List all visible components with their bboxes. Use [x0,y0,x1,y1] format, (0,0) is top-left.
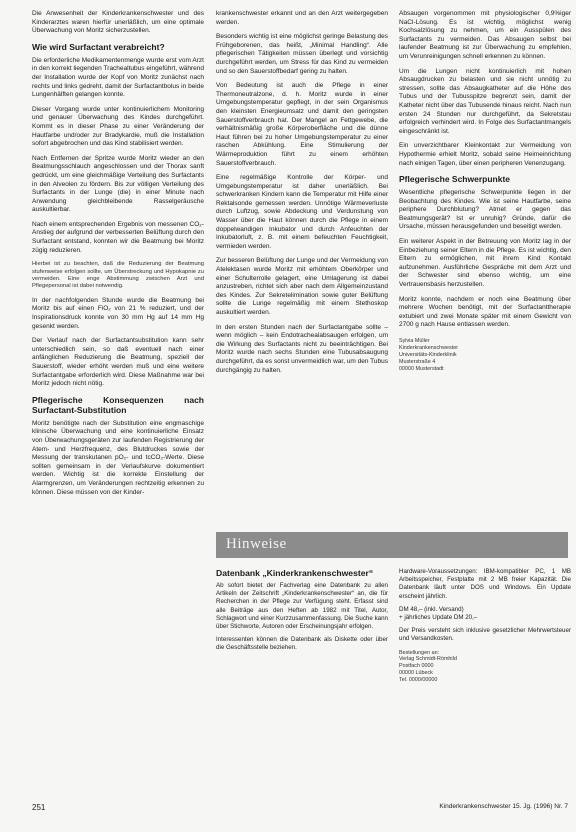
author-address: Sylvia Müller Kinderkrankenschwester Universitäts-Kinderklinik Musterstraße 4 00000 Musterstadt [399,338,459,372]
paragraph: Moritz benötigte nach der Substitution eine engmaschige klinische Überwachung und eine kontinuierliche Einsatz von Überwachungsgeräten zur laufenden Registrierung der Atem- und Herzfrequenz, des Blutdruckes sowie der Messung der transkutanen pO₂- und tcCO₂-Werte. Diese sollten gemeinsam in der Verlaufskurve dokumentiert werden. Wichtig ist die korrekte Einstellung der Alarmgrenzen, um Veränderungen rechtzeitig erkennen zu können. Diese müssen von der Kinder- [32,419,204,496]
paragraph: Hardware-Voraussetzungen: IBM-kompatibler PC, 1 MB Arbeitsspeicher, Festplatte mit 2 MB freier Kapazität. Die Datenbank läuft unter DOS und Windows. Ein Update erscheint jährlich. [399,568,571,600]
paragraph: Wesentliche pflegerische Schwerpunkte liegen in der Beobachtung des Kindes. Wie ist seine Hautfarbe, seine periphere Durchblutung? Atmet er gegen das Beatmungsgerät? Ist er unruhig? Gründe, dafür die Ursache, müssen herausgefunden und beseitigt werden. [399,189,571,231]
paragraph: Ein unverzichtbarer Kleinkontakt zur Vermeidung von Hypothermie erhielt Moritz, sobald seine Heimeinrichtung nach einigen Tagen, über einen peripheren Venenzugang. [399,142,571,167]
paragraph: Zur besseren Belüftung der Lunge und der Vermeidung von Atelektasen wurde Moritz mit erhöhtem Oberkörper und einer Schulterrolle gelagert, eine Umlagerung ist dabei anzustreben, richtet sich aber nach dem Allgemeinzustand des Kindes. Zur Sekretelimination sowie guter Belüftung sollte die Lunge regelmäßig mit einem Stethoskop auskultiert werden. [216,257,388,316]
paragraph: krankenschwester erkannt und an den Arzt weitergegeben werden. [216,10,388,26]
price-info: DM 48,– (inkl. Versand) + jährliches Update DM 20,– [399,605,478,622]
paragraph: Nach Entfernen der Spritze wurde Moritz wieder an den Beatmungsschlauch angeschlossen und der Thorax sanft gedrückt, um eine gleichmäßige Verteilung des Surfactants in den Alveolen zu fördern. Bis zur völligen Verteilung des Surfactants in der Lunge (die) in einer Minute nach Anwendung gleichbleibende Rasselgeräusche auskultierbar. [32,154,204,214]
paragraph: Besonders wichtig ist eine möglichst geringe Belastung des Frühgeborenen, das heißt, „Minimal Handling“. Alle pflegerischen Tätigkeiten müssen überlegt und vorsichtig durchgeführt werden, um Stress für das Kind zu vermeiden und so den Sauerstoffbedarf gering zu halten. [216,33,388,75]
paragraph: Die Anwesenheit der Kinderkrankenschwester und des Kinderarztes waren hierfür unerläßlich, um eine optimale Überwachung von Moritz sicherzustellen. [32,10,204,35]
hinweise-label: Hinweise [226,536,287,552]
paragraph: Der Preis versteht sich inklusive gesetzlicher Mehrwertsteuer und Versandkosten. [399,627,571,643]
paragraph: Interessenten können die Datenbank als Diskette oder über die Geschäftsstelle beziehen. [216,636,388,652]
paragraph: Ein weiterer Aspekt in der Betreuung von Moritz lag in der Einbeziehung seiner Eltern in die Pflege. Es ist wichtig, den Eltern zu ermöglichen, mit ihrem Kind Kontakt aufzunehmen. Ausführliche Gespräche mit dem Arzt und der Schwester sind ebenso wichtig, um eine Vertrauensbasis herzustellen. [399,238,571,289]
order-address: Bestellungen an: Verlag Schmidt-Römhild Postfach 0000 00000 Lübeck Tel. 0000/00000 [399,649,457,683]
notice-title: Datenbank „Kinderkrankenschwester“ [216,568,374,578]
paragraph: Moritz konnte, nachdem er noch eine Beatmung über mehrere Wochen benötigt, mit der Surfactanttherapie extubiert und zwei Monate später mit einem Gewicht von 2700 g nach Hause entlassen werden. [399,295,571,329]
paragraph: Dieser Vorgang wurde unter kontinuierlichem Monitoring und genauer Überwachung des Kindes durchgeführt. Kommt es in dieser Phase zu einer Veränderung der Hautfarbe und/oder zur Bradykardie, muß die Installation sofort abgebrochen und das Kind stabilisiert werden. [32,105,204,148]
section-heading: Pflegerische Konsequenzen nach Surfactant-Substitution [32,394,204,415]
paragraph: Absaugen vorgenommen mit physiologischer 0,9%iger NaCl-Lösung. Es ist wichtig, möglichst wenig Kochsalzlösung zu nehmen, um ein Ausspülen des Surfactants zu vermeiden. Das Absaugen selbst bei laufender Beatmung ist zur Überwachung zu empfehlen, um Verunreinigungen schnell erkennen zu können. [399,10,571,60]
page-number: 251 [32,803,46,812]
paragraph: Der Verlauf nach der Surfactantsubstitution kann sehr unterschiedlich sein, so daß eventuell nach einer anfänglichen Reduzierung die Beatmung, speziell der Sauerstoff, wieder erhöht werden muß und eine weitere Surfactantgabe erforderlich wird. Diese Maßnahme war bei Moritz jedoch nicht nötig. [32,337,204,388]
paragraph: Ab sofort bietet der Fachverlag eine Datenbank zu allen Artikeln der Zeitschrift „Kinderkrankenschwester“ an, die für Recherchen in der Pflege zur Verfügung steht. Erfasst sind alle Beiträge aus den Heften ab 1982 mit Titel, Autor, Schlagwort und einer Kurzzusammenfassung. Die Suche kann über Stichworte, Autoren oder Erscheinungsjahr erfolgen. [216,582,388,631]
paragraph: In den ersten Stunden nach der Surfactantgabe sollte – wenn möglich – kein Endotrachealabsaugen erfolgen, um die Wirkung des Surfactants nicht zu beeinträchtigen. Bei Moritz wurde nach sechs Stunden eine Tubusabsaugung durchgeführt, da es sonst unvermeidlich war, um den Tubus durchgängig zu halten. [216,323,388,374]
paragraph: Eine regelmäßige Kontrolle der Körper- und Umgebungstemperatur ist daher unerläßlich. Bei schwerkranken Kindern kann die Temperatur mit Hilfe einer Rektalsonde gemessen werden. Unnötige Wärmeverluste durch Luftzug, sowie Abdeckung und Verdunstung von Wasser über die Haut können durch die Pflege in einem doppelwandigen Inkubator und durch Anfeuchten der Inkubatorluft, z. B. mit einem befeuchten Feuchtigkeit, vermieden werden. [216,174,388,250]
article-column-1 [32,10,204,503]
paragraph-note: Hierbei ist zu beachten, daß die Reduzierung der Beatmung stufenweise erfolgen sollte, um Überstreckung und Hypokapnie zu vermeiden. Eine enge Abstimmung zwischen Arzt und Pflegepersonal ist dabei notwendig. [32,261,204,290]
paragraph: Nach einem entsprechenden Ergebnis von messenen CO₂-Anstieg der aufgrund der verbesserten Belüftung durch den Surfactant entstand, konnten wir die Beatmung bei Moritz zügig reduzieren. [32,220,204,254]
notice-column-left [216,568,388,658]
paragraph: In der nachfolgenden Stunde wurde die Beatmung bei Moritz bis auf einen FiO₂ von 21 % reduziert, und der Inspirationsdruck konnte von 30 mm Hg auf 14 mm Hg gesenkt werden. [32,296,204,330]
paragraph: Um die Lungen nicht kontinuierlich mit hohen Absaugdrucken zu belasten und sie nicht unnötig zu stressen, sollte das Absaugkatheter auf die Höhe des Tubus und der Tubusspitze begrenzt sein, damit der Katheter nicht über das Tubusende hinaus reicht. Nach nun ersten 24 Stunden nur durchgeführt, da Sekretstau erfolgreich verhindert wird. In Folge des Surfactantmangels eingeschränkt ist. [399,67,571,135]
paragraph: Von Bedeutung ist auch die Pflege in einer Thermoneutralzone, d. h. Moritz wurde in einer Umgebungstemperatur gepflegt, in der sein Organismus den kleinsten Energieumsatz und damit den geringsten Sauerstoffverbrauch hat. Der Mangel an Fettgewebe, die verhältnismäßig große Körperoberfläche und die dünne Haut führen bei zu hoher Umgebungstemperatur zu einer raschen Abkühlung. Eine Stimulierung der Wärmeproduktion führt zu einem erhöhten Sauerstoffverbrauch. [216,82,388,167]
section-heading: Wie wird Surfactant verabreicht? [32,41,165,52]
article-column-3 [399,10,571,373]
section-heading: Pflegerische Schwerpunkte [399,174,511,185]
journal-reference: Kinderkrankenschwester 15. Jg. (1996) Nr. 7 [439,803,568,810]
article-column-2 [216,10,388,381]
notice-column-right [399,568,571,684]
hinweise-banner [216,532,568,558]
paragraph: Die erforderliche Medikamentenmenge wurde erst vom Arzt in den korrekt liegenden Trachealtubus eingeführt, während der Installation wurde der Kopf von Moritz zunächst nach rechts und links gedreht, damit der Surfactantbolus in beide Lungenhälften gelangen konnte. [32,56,204,99]
